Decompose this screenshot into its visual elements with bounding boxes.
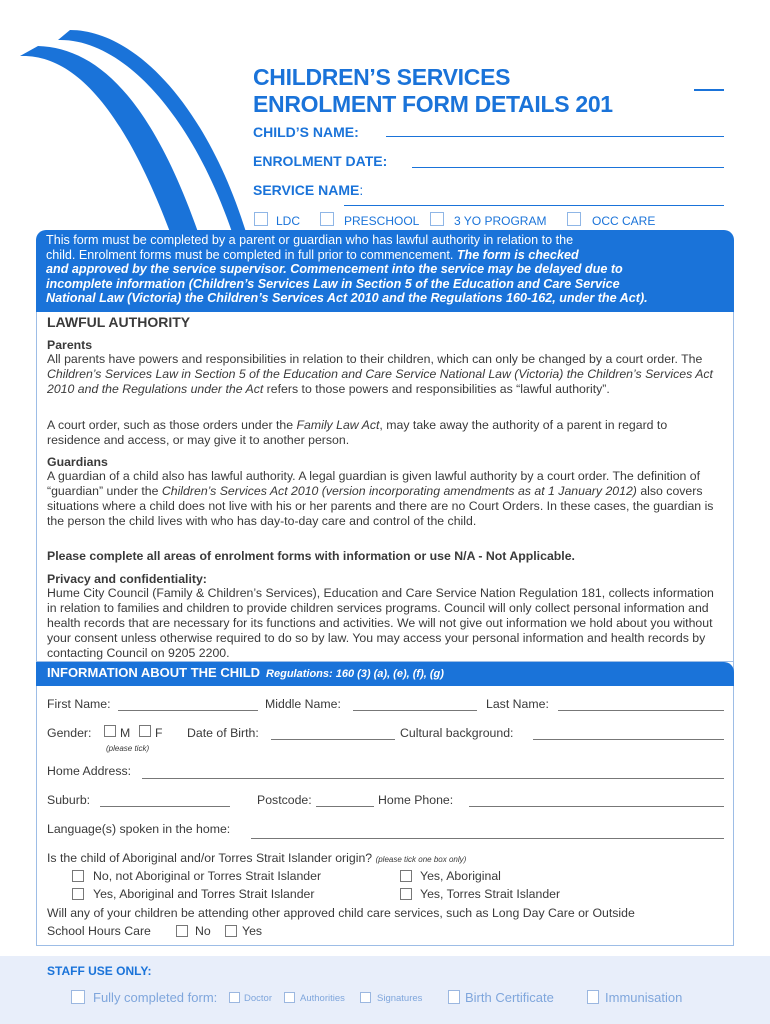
child-info-title: INFORMATION ABOUT THE CHILD [47, 665, 261, 680]
parents-p2-italic: Family Law Act [296, 418, 380, 432]
occ-care-checkbox[interactable] [567, 212, 581, 226]
parents-p2-b: , may take away the authority of a parent in regard to residence and access, or may give it to another person. [47, 418, 668, 447]
dob-field[interactable] [271, 725, 395, 740]
staff-use-title: STAFF USE ONLY: [47, 964, 152, 978]
yes-aboriginal-label: Yes, Aboriginal [420, 869, 501, 883]
yes-aboriginal-checkbox[interactable] [400, 870, 412, 882]
home-phone-field[interactable] [469, 792, 724, 807]
other-services-yes-checkbox[interactable] [225, 925, 237, 937]
year-blank-line[interactable] [694, 89, 724, 91]
parents-p1-b: refers to those powers and responsibilities as “lawful authority”. [263, 382, 610, 396]
doctor-label: Doctor [244, 993, 272, 1004]
yes-tsi-label: Yes, Torres Strait Islander [420, 887, 561, 901]
suburb-label: Suburb: [47, 793, 91, 807]
child-name-field[interactable] [386, 121, 724, 137]
title-line-1: CHILDREN’S SERVICES [253, 64, 511, 90]
immunisation-checkbox[interactable] [587, 990, 599, 1004]
child-name-label: CHILD’S NAME: [253, 124, 359, 140]
parents-heading: Parents [47, 338, 93, 352]
banner-line-1: This form must be completed by a parent or guardian who has lawful authority in relation to the [46, 233, 574, 247]
first-name-label: First Name: [47, 697, 111, 711]
guardians-heading: Guardians [47, 455, 108, 469]
fully-completed-checkbox[interactable] [71, 990, 85, 1004]
signatures-label: Signatures [377, 993, 423, 1004]
middle-name-field[interactable] [353, 696, 477, 711]
3yo-program-label: 3 YO PROGRAM [454, 214, 547, 228]
preschool-label: PRESCHOOL [344, 214, 420, 228]
occ-care-label: OCC CARE [592, 214, 656, 228]
banner-line-5: National Law (Victoria) the Children’s Services Act 2010 and the Regulations 160-162, under the Act). [46, 291, 648, 305]
cultural-background-label: Cultural background: [400, 726, 514, 740]
banner-line-4: incomplete information (Children’s Services Law in Section 5 of the Education and Care Service [46, 276, 620, 291]
fully-completed-label: Fully completed form: [93, 990, 218, 1005]
birth-certificate-checkbox[interactable] [448, 990, 460, 1004]
enrolment-date-label: ENROLMENT DATE: [253, 153, 388, 169]
service-name-field[interactable] [344, 190, 724, 206]
privacy-paragraph: Hume City Council (Family & Children’s Services), Education and Care Service Nation Regulation 181, collects information in relation to families and children to provide children services programs. Council will only collect personal information and health records that are necessary for its functions and activities. We will not give out information we hold about you without your consent unless otherwise required to do so by law. You may access your personal information and health records by contacting Council on 9205 2200. [47, 586, 714, 660]
language-label: Language(s) spoken in the home: [47, 822, 231, 836]
aboriginal-question [47, 851, 466, 865]
banner-line-2-bold: The form is checked [456, 247, 579, 262]
guardians-a: A guardian of a child also has lawful authority. A legal guardian is given lawful authority by a court order. The definition of “guardian” under the [47, 469, 701, 498]
home-address-field[interactable] [142, 764, 724, 779]
parents-paragraph-2 [47, 418, 723, 448]
please-tick-hint: (please tick) [106, 744, 150, 753]
instructions-banner [36, 230, 734, 312]
other-services-yes-label: Yes [242, 924, 263, 938]
child-info-header [36, 662, 734, 686]
3yo-program-checkbox[interactable] [430, 212, 444, 226]
immunisation-label: Immunisation [605, 990, 683, 1005]
suburb-field[interactable] [100, 792, 230, 807]
privacy-heading: Privacy and confidentiality: [47, 572, 207, 586]
lawful-authority-title: LAWFUL AUTHORITY [47, 314, 191, 330]
dob-label: Date of Birth: [187, 726, 259, 740]
cultural-background-field[interactable] [533, 725, 724, 740]
other-services-no-label: No [195, 924, 211, 938]
other-services-no-checkbox[interactable] [176, 925, 188, 937]
signatures-checkbox[interactable] [360, 992, 371, 1003]
postcode-field[interactable] [316, 792, 374, 807]
ldc-label: LDC [276, 214, 301, 228]
not-aboriginal-checkbox[interactable] [72, 870, 84, 882]
preschool-checkbox[interactable] [320, 212, 334, 226]
form-title [253, 64, 613, 118]
banner-line-2 [46, 248, 724, 263]
gender-m-label: M [120, 726, 131, 740]
authorities-checkbox[interactable] [284, 992, 295, 1003]
title-line-2-text: ENROLMENT FORM DETAILS 201 [253, 91, 613, 117]
please-complete-note: Please complete all areas of enrolment forms with information or use N/A - Not Applicable. [47, 549, 575, 563]
other-services-question: Will any of your children be attending other approved child care services, such as Long Day Care or Outside [47, 906, 635, 920]
guardians-paragraph [47, 469, 723, 529]
doctor-checkbox[interactable] [229, 992, 240, 1003]
decorative-swoosh-graphic [0, 0, 260, 240]
yes-tsi-checkbox[interactable] [400, 888, 412, 900]
parents-p2-a: A court order, such as those orders under the [47, 418, 297, 432]
gender-f-label: F [155, 726, 163, 740]
parents-p1-a: All parents have powers and responsibilities in relation to their children, which can only be changed by a court order. The [47, 352, 703, 366]
postcode-label: Postcode: [257, 793, 312, 807]
child-info-regulations: Regulations: 160 (3) (a), (e), (f), (g) [266, 668, 444, 680]
banner-line-3: and approved by the service supervisor. Commencement into the service may be delayed due to [46, 262, 623, 276]
parents-p1-italic: Children’s Services Law in Section 5 of the Education and Care Service National Law (Victoria) the Children’s Services Act 2010 and the Regulations under the Act [47, 367, 713, 396]
yes-both-label: Yes, Aboriginal and Torres Strait Islander [93, 887, 315, 901]
gender-m-checkbox[interactable] [104, 725, 116, 737]
ldc-checkbox[interactable] [254, 212, 268, 226]
middle-name-label: Middle Name: [265, 697, 341, 711]
home-phone-label: Home Phone: [378, 793, 454, 807]
guardians-b: also covers situations where a child does not live with his or her parents and there are no Court Orders. In these cases, the guardian is the person the child lives with who has day-to-day care and control of the child. [47, 484, 714, 528]
first-name-field[interactable] [118, 696, 258, 711]
birth-certificate-label: Birth Certificate [465, 990, 554, 1005]
gender-label: Gender: [47, 726, 92, 740]
not-aboriginal-label: No, not Aboriginal or Torres Strait Islander [93, 869, 322, 883]
banner-line-2-text: child. Enrolment forms must be completed in full prior to commencement. [46, 247, 457, 262]
enrolment-date-field[interactable] [412, 152, 724, 168]
language-field[interactable] [251, 824, 724, 839]
service-name-label-text: SERVICE NAME [253, 182, 360, 198]
title-line-2 [253, 91, 613, 118]
home-address-label: Home Address: [47, 764, 132, 778]
last-name-label: Last Name: [486, 697, 549, 711]
yes-both-checkbox[interactable] [72, 888, 84, 900]
authorities-label: Authorities [300, 993, 345, 1004]
parents-paragraph-1 [47, 352, 723, 397]
other-services-question-2: School Hours Care [47, 924, 151, 938]
gender-f-checkbox[interactable] [139, 725, 151, 737]
tick-one-hint: (please tick one box only) [375, 855, 467, 864]
last-name-field[interactable] [558, 696, 724, 711]
aboriginal-question-text: Is the child of Aboriginal and/or Torres Strait Islander origin? [47, 851, 373, 865]
service-name-colon: : [359, 182, 364, 198]
guardians-italic: Children’s Services Act 2010 (version incorporating amendments as at 1 January 2012) [161, 484, 637, 498]
